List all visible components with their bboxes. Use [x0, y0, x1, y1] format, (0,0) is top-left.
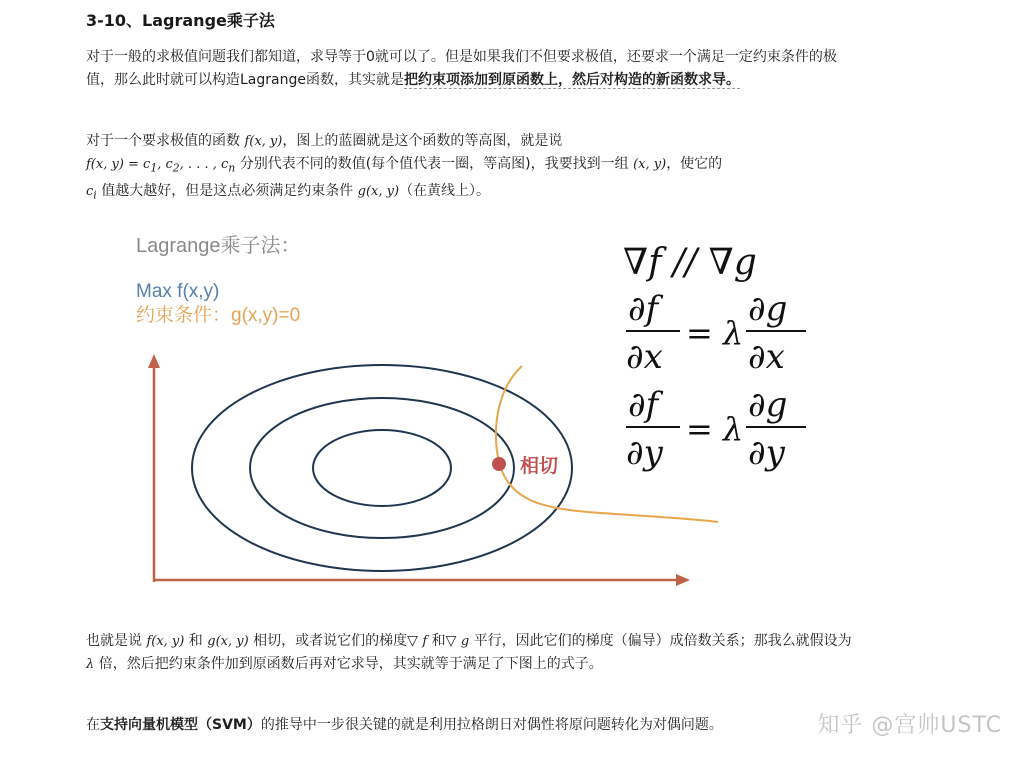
eq2-rhs-num: ∂g	[748, 289, 788, 329]
gradient-parallel-eq: ∇f // ∇g	[623, 242, 757, 283]
text-span: 相切，或者说它们的梯度▽	[248, 633, 423, 649]
text-span: 和▽	[427, 633, 461, 649]
math-f: f	[422, 634, 428, 649]
section-heading: 3-10、Lagrange乘子法	[86, 11, 275, 30]
intro-bold-text: 把约束项添加到原函数上，然后对构造的新函数求导。	[403, 72, 740, 88]
contour-inner	[313, 430, 451, 506]
x-axis-arrow-icon	[676, 574, 690, 586]
paragraph-intro	[86, 46, 856, 92]
text-span: 和	[184, 633, 208, 649]
tangent-label: 相切	[520, 456, 559, 477]
figure-objective: Max f(x,y)	[136, 281, 220, 302]
paragraph-contour	[86, 130, 856, 206]
math-f-xy: f(x, y)	[244, 134, 283, 149]
text-span: 平行，因此它们的梯度（偏导）成倍数关系；那我么就假设为	[469, 633, 852, 649]
eq2-equals-lambda: = λ	[686, 314, 744, 352]
math-ci: $c_i$	[86, 183, 97, 202]
svm-bold-text: 支持向量机模型（SVM）	[100, 717, 261, 733]
text-span: 分别代表不同的数值(每个值代表一圈，等高图)，我要找到一组	[235, 156, 634, 172]
watermark: 知乎 @宫帅USTC	[817, 713, 1002, 738]
math-lambda: λ	[86, 657, 95, 672]
eq2-rhs-den: ∂x	[748, 337, 785, 377]
eq2-lhs-den: ∂x	[626, 337, 663, 377]
eq3-lhs-den: ∂y	[626, 433, 663, 473]
eq3-rhs-den: ∂y	[748, 433, 785, 473]
text-span: ，图上的蓝圈就是这个函数的等高图，就是说	[282, 133, 563, 149]
text-span: 在	[86, 717, 100, 733]
lagrange-figure	[118, 222, 830, 614]
math-level-sets: f(x, $y) = c_1$, $c_2$, . . . , $c_n$	[86, 157, 236, 175]
math-g: g	[460, 634, 470, 649]
text-span: 值越大越好，但是这点必须满足约束条件	[96, 182, 358, 199]
math-g-xy: g(x, y)	[357, 183, 400, 199]
lagrange-equations	[623, 242, 806, 473]
text-span: （在黄线上）。	[399, 182, 491, 199]
figure-title: Lagrange乘子法：	[136, 235, 301, 257]
intro-text: 对于一般的求极值问题我们都知道，求导等于0就可以了。但是如果我们不但要求极值，还要求一个满足一定约束条件的极值，那么此时就可以构造Lagrange函数，其实就是	[86, 49, 837, 88]
text-span: 的推导中一步很关键的就是利用拉格朗日对偶性将原问题转化为对偶问题。	[260, 717, 723, 733]
y-axis-arrow-icon	[148, 354, 160, 368]
tangent-point	[492, 457, 506, 471]
text-span: ，使它的	[666, 156, 723, 172]
eq3-rhs-num: ∂g	[748, 385, 788, 425]
contour-middle	[250, 398, 514, 538]
text-span: 对于一个要求极值的函数	[86, 133, 245, 149]
math-f-xy: f(x, y)	[146, 634, 185, 649]
text-span: 倍，然后把约束条件加到原函数后再对它求导，其实就等于满足了下图上的式子。	[94, 656, 603, 672]
math-g-xy: g(x, y)	[207, 634, 249, 649]
math-xy: (x, y)	[633, 157, 667, 172]
paragraph-svm	[86, 714, 856, 737]
paragraph-gradient	[86, 630, 856, 676]
text-span: 也就是说	[86, 633, 147, 649]
eq3-equals-lambda: = λ	[686, 410, 744, 448]
eq2-lhs-num: ∂f	[628, 289, 659, 329]
constraint-curve	[496, 366, 718, 522]
eq3-lhs-num: ∂f	[628, 385, 659, 425]
figure-constraint: 约束条件：g(x,y)=0	[136, 305, 301, 326]
